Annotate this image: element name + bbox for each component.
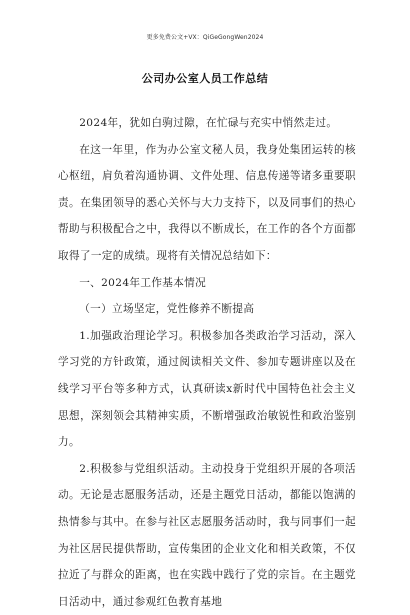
section-heading: 一、2024年工作基本情况 [79, 276, 207, 289]
subsection-heading: （一）立场坚定，党性修养不断提高 [79, 303, 255, 316]
paragraph-item-1: 1.加强政治理论学习。积极参加各类政治学习活动，深入学习党的方针政策，通过阅读相关文件、参加专题讲座以及在线学习平台等多种方式，认真研读x新时代中国特色社会主义思想，深刻领会其精神实质，不断增强政治敏锐性和政治鉴别力。 [58, 329, 356, 449]
paragraph-item-2: 2.积极参与党组织活动。主动投身于党组织开展的各项活动。无论是志愿服务活动，还是主题党日活动，都能以饱满的热情参与其中。在参与社区志愿服务活动时，我与同事们一起为社区居民提供帮助，宣传集团的企业文化和相关政策，不仅拉近了与群众的距离，也在实践中践行了党的宗旨。在主题党日活动中，通过参观红色教育基地 [58, 462, 356, 608]
document-title: 公司办公室人员工作总结 [141, 72, 269, 85]
header-note: 更多免费公文+VX：QiGeGongWen2024 [146, 34, 264, 41]
paragraph-intro: 2024年，犹如白驹过隙，在忙碌与充实中悄然走过。 [79, 117, 338, 129]
paragraph-overview: 在这一年里，作为办公室文秘人员，我身处集团运转的核心枢纽，肩负着沟通协调、文件处理、信息传递等诸多重要职责。在集团领导的悉心关怀与大力支持下，以及同事们的热心帮助与积极配合之中，我得以不断成长，在工作的各个方面都取得了一定的成绩。现将有关情况总结如下： [58, 143, 356, 262]
document-body [58, 110, 356, 615]
